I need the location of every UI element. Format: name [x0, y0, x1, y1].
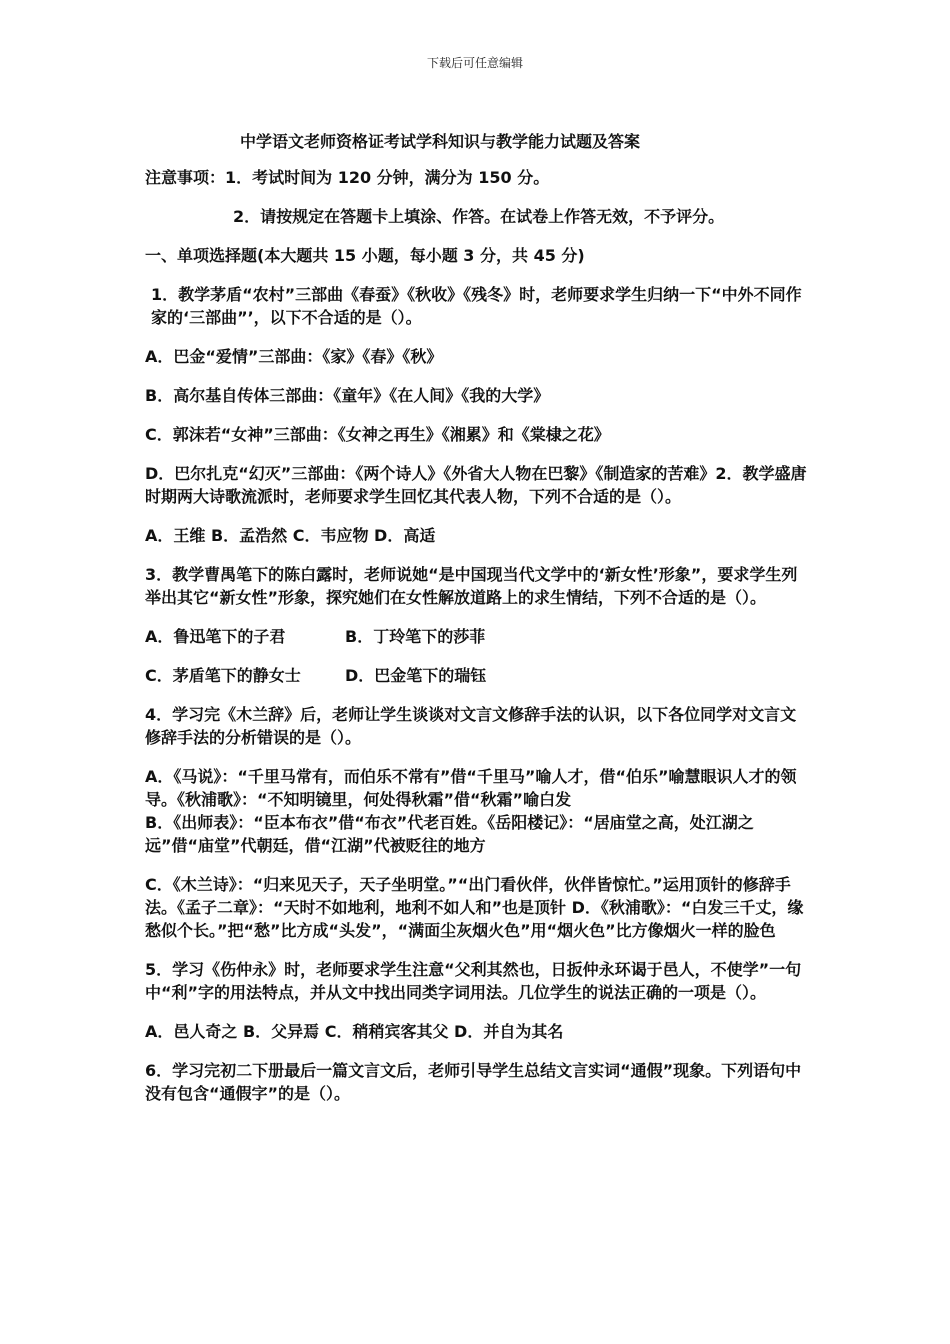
question-6-stem: 6．学习完初二下册最后一篇文言文后，老师引导学生总结文言实词“通假”现象。下列语句中没有包含“通假字”的是（）。	[145, 1061, 802, 1103]
notice-line-1: 注意事项：1．考试时间为 120 分钟，满分为 150 分。	[145, 168, 550, 187]
question-4-option-a: A．《马说》：“千里马常有，而伯乐不常有”借“千里马”喻人才，借“伯乐”喻慧眼识人才的领导。《秋浦歌》：“不知明镜里，何处得秋霜”借“秋霜”喻白发	[145, 767, 797, 809]
question-3-option-a: A．鲁迅笔下的子君	[145, 627, 286, 646]
question-1-stem: 1．教学茅盾“农村”三部曲《春蚕》《秋收》《残冬》时，老师要求学生归纳一下“中外不同作家的‘三部曲”’，以下不合适的是（）。	[151, 285, 802, 327]
question-3-option-d: D．巴金笔下的瑞钰	[345, 666, 487, 685]
question-3-options-cd	[145, 664, 810, 687]
section-heading: 一、单项选择题(本大题共 15 小题，每小题 3 分，共 45 分)	[145, 246, 585, 265]
question-3-option-c: C．茅盾笔下的静女士	[145, 666, 301, 685]
question-1-option-b: B．高尔基自传体三部曲：《童年》《在人间》《我的大学》	[145, 386, 550, 405]
question-3-option-b: B．丁玲笔下的莎菲	[345, 627, 486, 646]
document-body	[145, 166, 810, 1121]
question-4-option-c-d: C．《木兰诗》：“归来见天子，天子坐明堂。”“出门看伙伴，伙伴皆惊忙。”运用顶针的修辞手法。《孟子二章》：“天时不如地利，地利不如人和”也是顶针 D．《秋浦歌》：“白发三千丈，缘愁似个长。”把“愁”比方成“头发”，“满面尘灰烟火色”用“烟火色”比方像烟火一样的脸色	[145, 875, 804, 940]
question-1-option-c: C．郭沫若“女神”三部曲：《女神之再生》《湘累》和《棠棣之花》	[145, 425, 610, 444]
question-2-options: A．王维 B．孟浩然 C．韦应物 D．高适	[145, 526, 436, 545]
question-3-stem: 3．教学曹禺笔下的陈白露时，老师说她“是中国现当代文学中的‘新女性’形象”，要求学生列举出其它“新女性”形象，探究她们在女性解放道路上的求生情结，下列不合适的是（）。	[145, 565, 798, 607]
question-3-options-ab	[145, 625, 810, 648]
question-1-option-d-and-question-2: D．巴尔扎克“幻灭”三部曲：《两个诗人》《外省大人物在巴黎》《制造家的苦难》2．教学盛唐时期两大诗歌流派时，老师要求学生回忆其代表人物，下列不合适的是（）。	[145, 464, 807, 506]
question-5-stem: 5．学习《伤仲永》时，老师要求学生注意“父利其然也，日扳仲永环谒于邑人，不使学”一句中“利”字的用法特点，并从文中找出同类字词用法。几位学生的说法正确的一项是（）。	[145, 960, 802, 1002]
document-title: 中学语文老师资格证考试学科知识与教学能力试题及答案	[239, 132, 640, 151]
question-5-options: A．邑人奇之 B．父异焉 C．稍稍宾客其父 D．并自为其名	[145, 1022, 564, 1041]
question-1-option-a: A．巴金“爱情”三部曲：《家》《春》《秋》	[145, 347, 443, 366]
page-header: 下载后可任意编辑	[426, 56, 523, 70]
question-4-stem: 4．学习完《木兰辞》后，老师让学生谈谈对文言文修辞手法的认识，以下各位同学对文言文修辞手法的分析错误的是（）。	[145, 705, 797, 747]
question-4-option-b: B．《出师表》：“臣本布衣”借“布衣”代老百姓。《岳阳楼记》：“居庙堂之高，处江湖之远”借“庙堂”代朝廷，借“江湖”代被贬往的地方	[145, 813, 754, 855]
notice-line-2: 2．请按规定在答题卡上填涂、作答。在试卷上作答无效，不予评分。	[233, 207, 725, 226]
